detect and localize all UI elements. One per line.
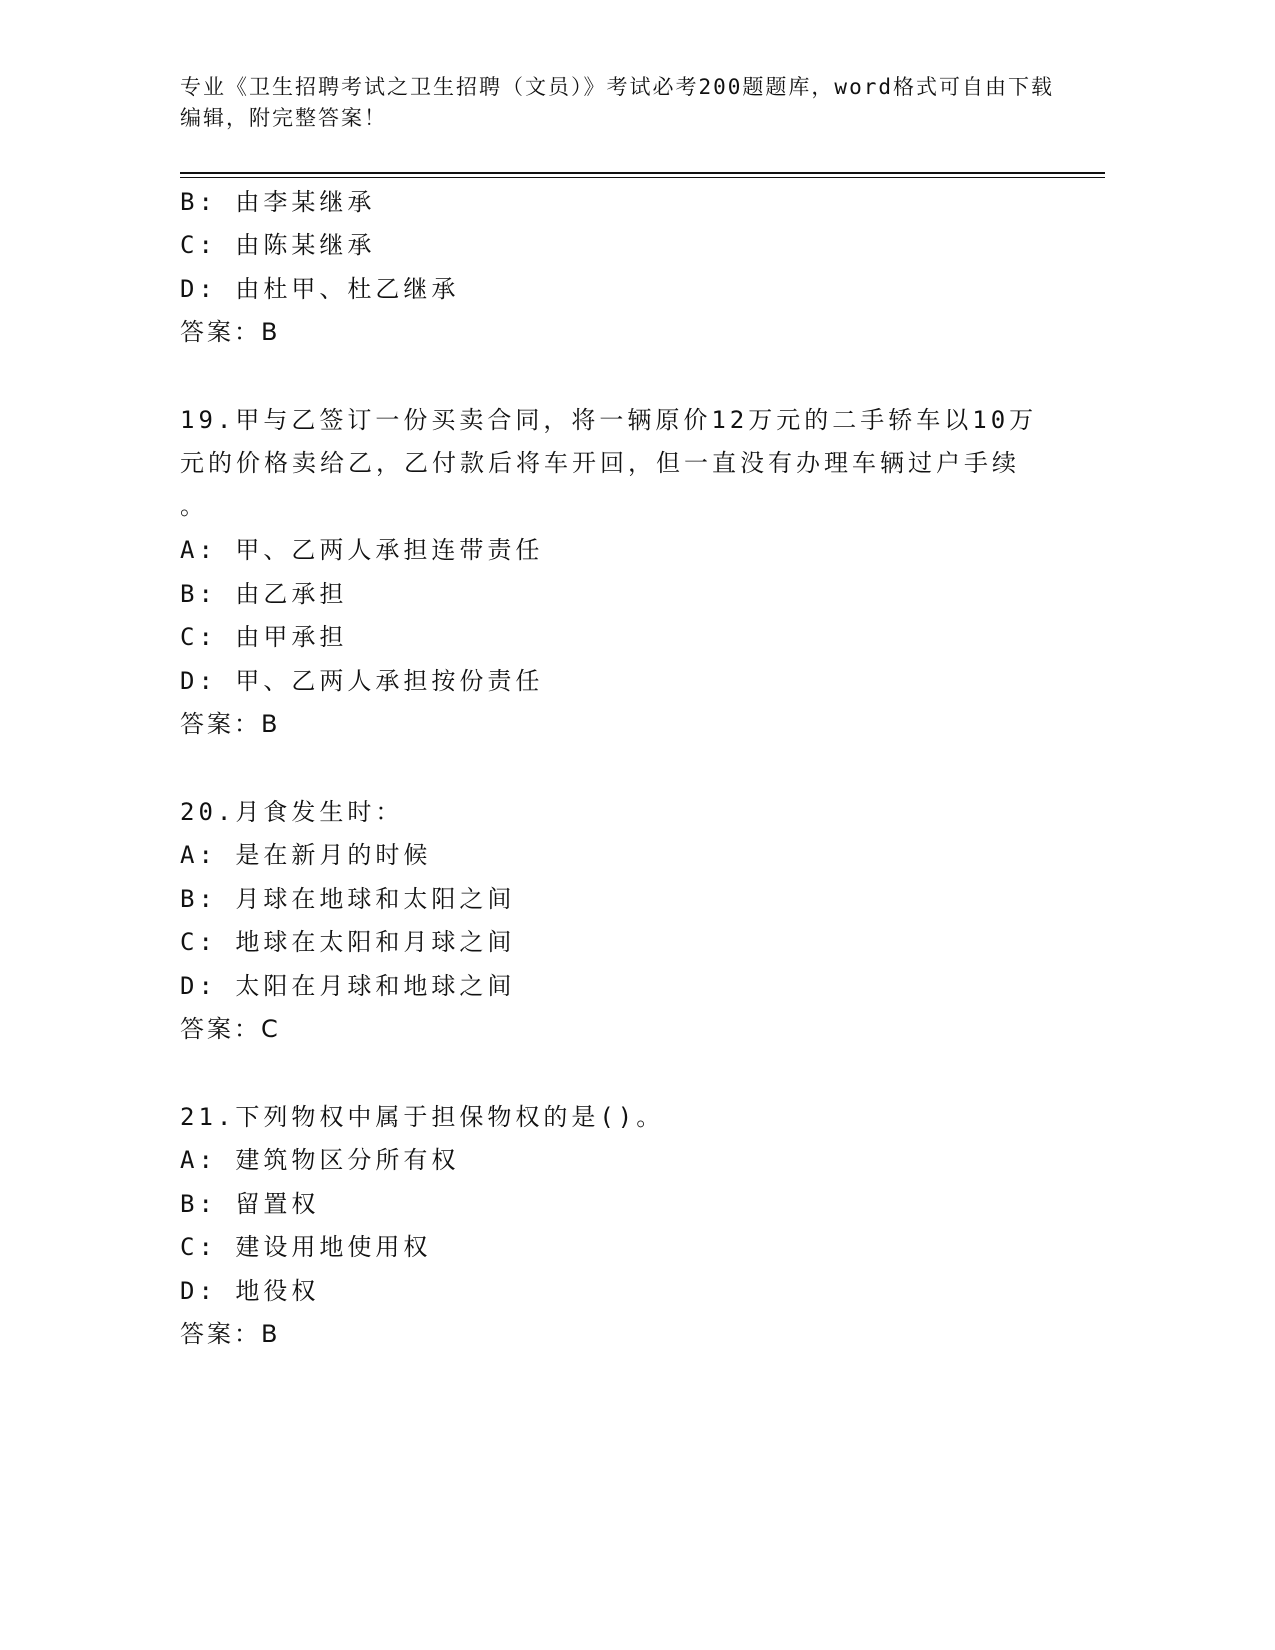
document-header: 专业《卫生招聘考试之卫生招聘（文员）》考试必考200题题库，word格式可自由下载编辑，附完整答案！: [180, 75, 1054, 130]
q19-answer: 答案：B: [180, 710, 281, 738]
q18-answer: 答案：B: [180, 318, 281, 346]
q20-option-a: A: 是在新月的时候: [180, 841, 432, 869]
q20-option-d: D: 太阳在月球和地球之间: [180, 972, 516, 1000]
q20-option-b: B: 月球在地球和太阳之间: [180, 885, 516, 913]
q20-option-c: C: 地球在太阳和月球之间: [180, 928, 516, 956]
q20-stem: 20.月食发生时：: [180, 798, 404, 826]
q18-option-c: C: 由陈某继承: [180, 231, 376, 259]
q19-option-b: B: 由乙承担: [180, 580, 348, 608]
q21-stem: 21.下列物权中属于担保物权的是()。: [180, 1103, 665, 1131]
q19-stem-line1: 19.甲与乙签订一份买卖合同，将一辆原价12万元的二手轿车以10万: [180, 406, 1038, 434]
q21-option-a: A: 建筑物区分所有权: [180, 1146, 460, 1174]
q21-option-d: D: 地役权: [180, 1277, 320, 1305]
q21-option-c: C: 建设用地使用权: [180, 1233, 432, 1261]
q19-option-c: C: 由甲承担: [180, 623, 348, 651]
q20-answer: 答案：C: [180, 1015, 281, 1043]
q21-option-b: B: 留置权: [180, 1190, 320, 1218]
q19-option-d: D: 甲、乙两人承担按份责任: [180, 667, 544, 695]
header-divider-thick: [180, 172, 1105, 174]
q19-stem-line3: 。: [180, 492, 208, 520]
q18-option-b: B: 由李某继承: [180, 188, 376, 216]
q19-stem-line2: 元的价格卖给乙，乙付款后将车开回，但一直没有办理车辆过户手续: [180, 449, 1020, 477]
header-divider-thin: [180, 177, 1105, 178]
q21-answer: 答案：B: [180, 1320, 281, 1348]
q19-option-a: A: 甲、乙两人承担连带责任: [180, 536, 544, 564]
q18-option-d: D: 由杜甲、杜乙继承: [180, 275, 460, 303]
